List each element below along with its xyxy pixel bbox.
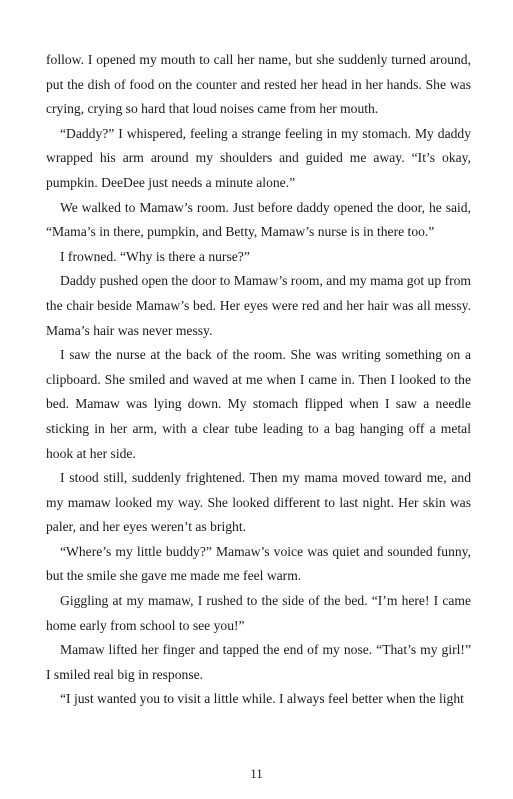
paragraph: I stood still, suddenly frightened. Then my mama moved toward me, and my mamaw looked my way. She looked different to last night. Her skin was paler, and her eyes weren’t as bright.: [46, 470, 471, 535]
paragraph: Giggling at my mamaw, I rushed to the side of the bed. “I’m here! I came home early from school to see you!”: [46, 593, 471, 633]
paragraph: “Where’s my little buddy?” Mamaw’s voice was quiet and sounded funny, but the smile she gave me made me feel warm.: [46, 543, 471, 584]
paragraph: Mamaw lifted her finger and tapped the end of my nose. “That’s my girl!” I smiled real big in response.: [46, 642, 471, 682]
paragraph: I saw the nurse at the back of the room. She was writing something on a clipboard. She smiled and waved at me when I came in. Then I looked to the bed. Mamaw was lying down. My stomach flipped when I saw a needle sticking in her arm, with a clear tube leading to a bag hanging off a metal hook at her side.: [46, 347, 471, 461]
paragraph: “Daddy?” I whispered, feeling a strange feeling in my stomach. My daddy wrapped his arm around my shoulders and guided me away. “It’s okay, pumpkin. DeeDee just needs a minute alone.”: [46, 125, 471, 190]
paragraph: I frowned. “Why is there a nurse?”: [60, 248, 250, 264]
page-number: 11: [250, 766, 263, 781]
paragraph: Daddy pushed open the door to Mamaw’s room, and my mama got up from the chair beside Mamaw’s bed. Her eyes were red and her hair was all messy. Mama’s hair was never messy.: [46, 273, 471, 338]
body-text: [46, 48, 471, 712]
paragraph: follow. I opened my mouth to call her name, but she suddenly turned around, put the dish of food on the counter and rested her head in her hands. She was crying, crying so hard that loud noises came from her mouth.: [46, 52, 471, 117]
paragraph: We walked to Mamaw’s room. Just before daddy opened the door, he said, “Mama’s in there, pumpkin, and Betty, Mamaw’s nurse is in there too.”: [46, 199, 471, 240]
paragraph: “I just wanted you to visit a little while. I always feel better when the light: [60, 691, 464, 707]
